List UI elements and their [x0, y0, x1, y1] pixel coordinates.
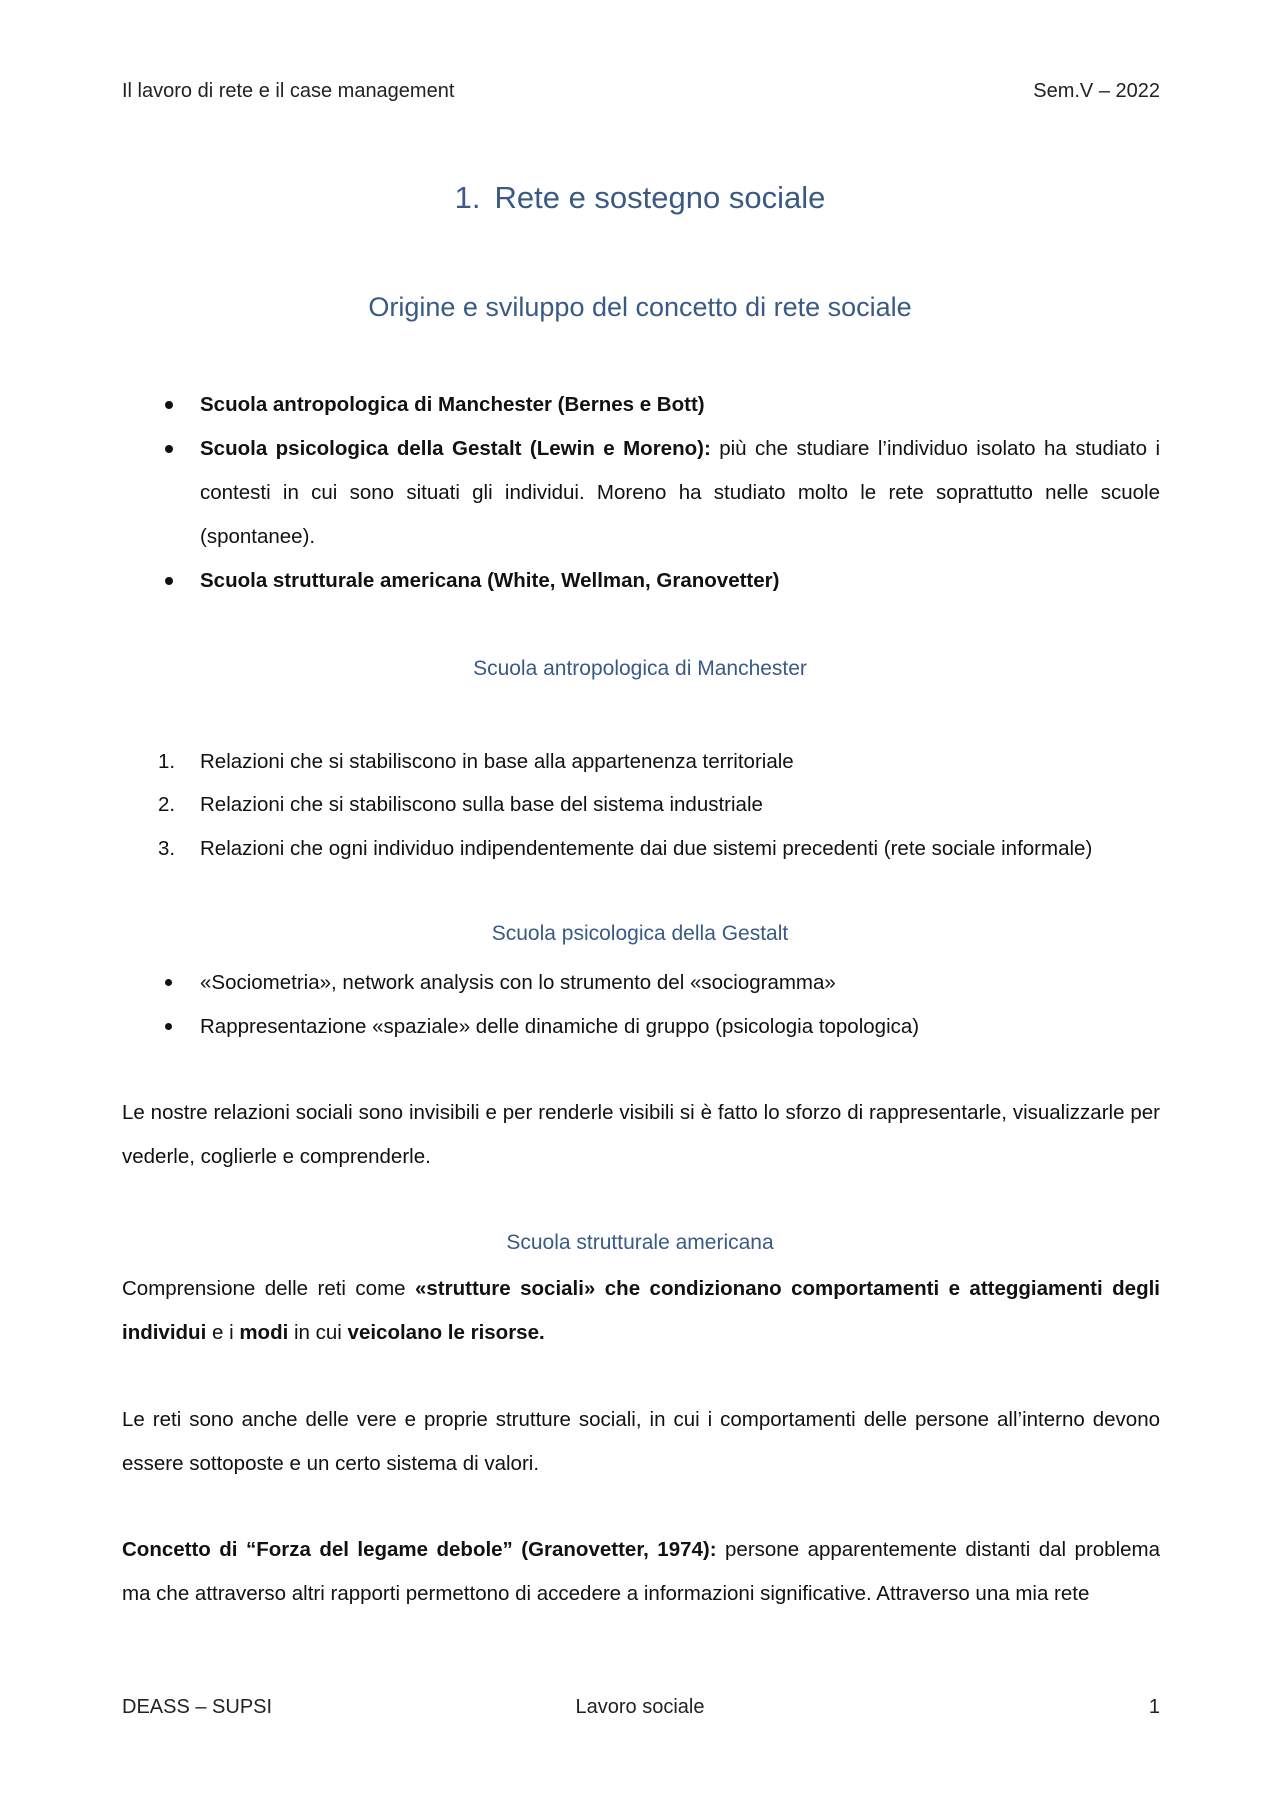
paragraph: Le reti sono anche delle vere e proprie strutture sociali, in cui i comportamenti delle persone all’interno devono essere sottoposte e un certo sistema di valori.	[122, 1408, 1160, 1475]
chapter-title-text: Rete e sostegno sociale	[494, 180, 826, 215]
paragraph: Le nostre relazioni sociali sono invisibili e per renderle visibili si è fatto lo sforzo di rappresentarle, visualizzarle per vederle, coglierle e comprenderle.	[122, 1101, 1160, 1168]
page-number: 1	[1148, 1696, 1160, 1718]
footer-left: DEASS – SUPSI	[122, 1696, 273, 1718]
bullet-icon	[165, 445, 173, 453]
list-item-bold: Scuola strutturale americana (White, Wellman, Granovetter)	[200, 569, 780, 592]
paragraph: Comprensione delle reti come «strutture sociali» che condizionano comportamenti e atteggiamenti degli individui e i modi in cui veicolano le risorse.	[122, 1277, 1160, 1344]
list-item-text: più che studiare l’individuo isolato ha studiato i contesti in cui sono situati gli individui. Moreno ha studiato molto le rete soprattutto nelle scuole (spontanee).	[200, 437, 1160, 548]
header-left: Il lavoro di rete e il case management	[122, 80, 455, 102]
list-item: «Sociometria», network analysis con lo strumento del «sociogramma»	[200, 971, 836, 994]
chapter-number: 1.	[454, 180, 481, 215]
bullet-icon	[165, 577, 173, 585]
subsection-title-american: Scuola strutturale americana	[506, 1231, 774, 1254]
list-item: Relazioni che si stabiliscono in base alla appartenenza territoriale	[200, 750, 794, 773]
footer-center: Lavoro sociale	[575, 1696, 705, 1718]
paragraph: Concetto di “Forza del legame debole” (Granovetter, 1974): persone apparentemente distanti dal problema ma che attraverso altri rapporti permettono di accedere a informazioni significative. Attraverso una mia rete	[122, 1538, 1160, 1605]
list-item	[200, 427, 1160, 559]
list-item	[200, 383, 1160, 427]
bullet-icon	[165, 1023, 172, 1030]
list-marker: 3.	[158, 837, 176, 860]
section-title: Origine e sviluppo del concetto di rete sociale	[368, 292, 912, 322]
list-marker: 2.	[158, 793, 176, 816]
chapter-title	[0, 180, 1280, 216]
subsection-title-gestalt: Scuola psicologica della Gestalt	[491, 922, 789, 945]
list-marker: 1.	[158, 750, 176, 773]
list-item	[200, 559, 1160, 603]
bullet-icon	[165, 401, 173, 409]
bullet-icon	[165, 979, 172, 986]
subsection-title-manchester: Scuola antropologica di Manchester	[473, 657, 807, 680]
list-item: Relazioni che si stabiliscono sulla base del sistema industriale	[200, 793, 763, 816]
list-item-bold: Scuola antropologica di Manchester (Bernes e Bott)	[200, 393, 705, 416]
list-item: Relazioni che ogni individuo indipendentemente dai due sistemi precedenti (rete sociale informale)	[200, 837, 1093, 860]
list-item-bold: Scuola psicologica della Gestalt (Lewin e Moreno):	[200, 437, 711, 460]
list-item: Rappresentazione «spaziale» delle dinamiche di gruppo (psicologia topologica)	[200, 1015, 920, 1038]
header-right: Sem.V – 2022	[1033, 80, 1160, 102]
